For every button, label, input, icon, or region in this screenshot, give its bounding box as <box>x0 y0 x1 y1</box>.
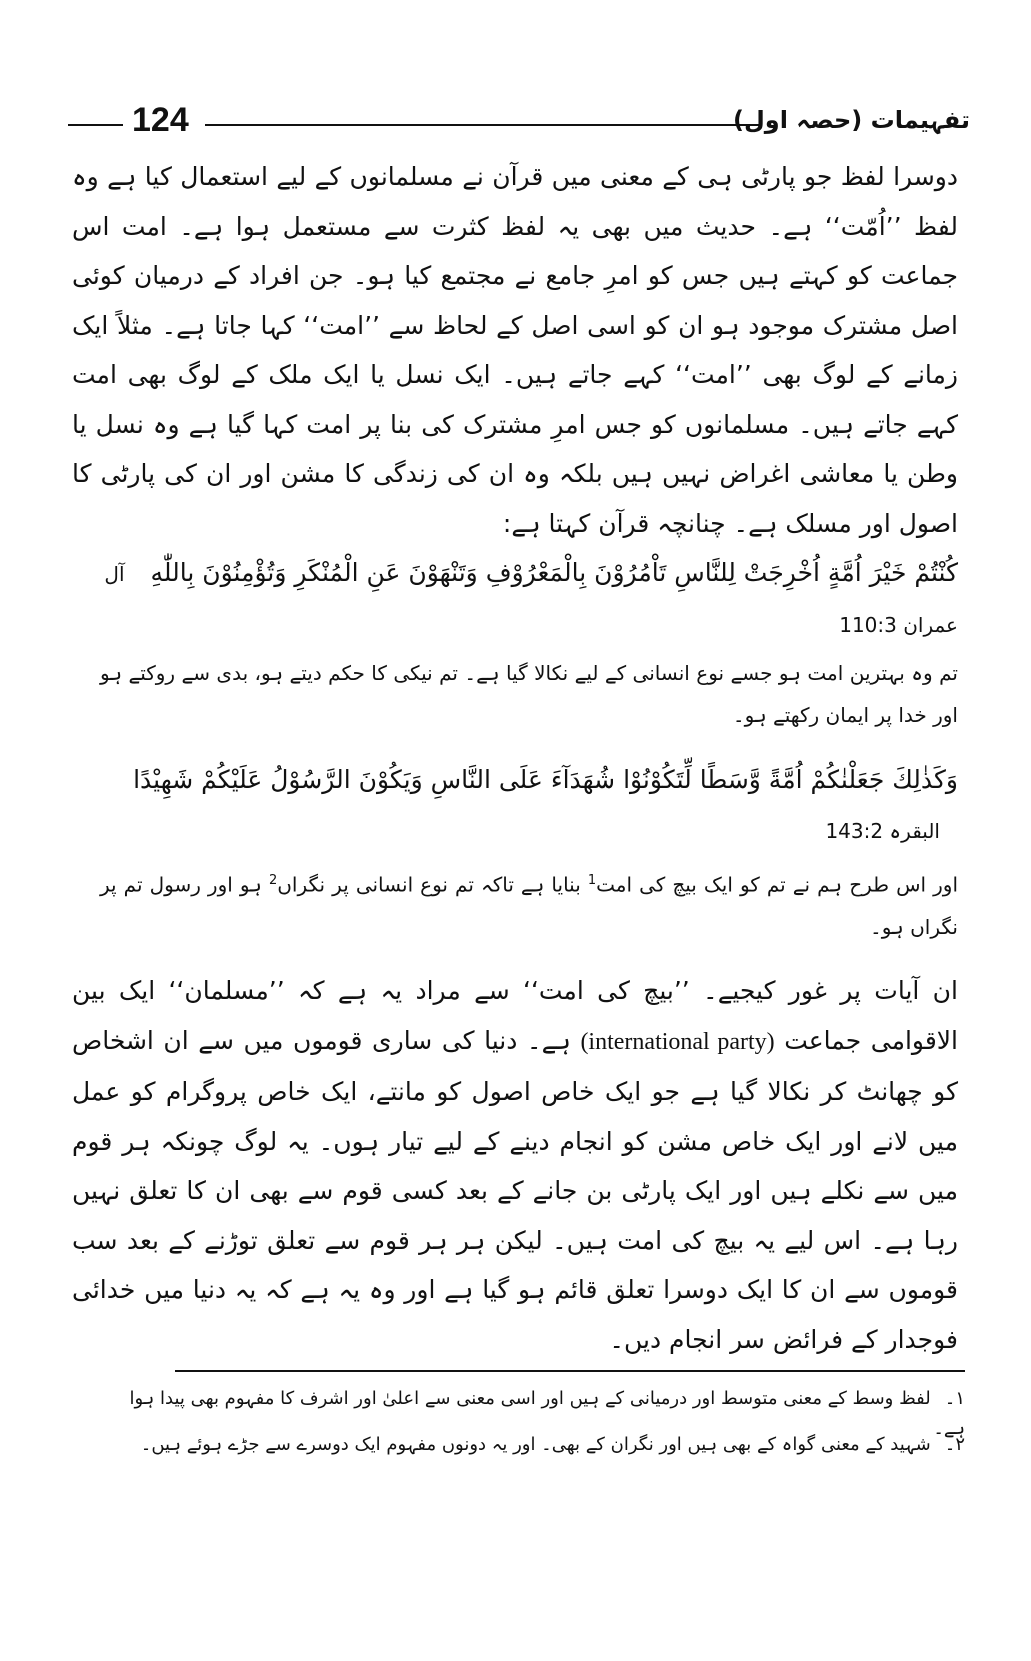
quran-verse-al-baqarah <box>100 755 958 856</box>
verse-reference: آل عمران 110:3 <box>104 562 958 637</box>
paragraph-text: ان آیات پر غور کیجیے۔ ’’بیچ کی امت‘‘ سے مراد یہ ہے کہ ’’مسلمان‘‘ ایک بین الاقوامی جماعت <box>72 976 958 1055</box>
footnote-mark: 1 <box>587 873 597 888</box>
verse-reference: البقرہ 143:2 <box>825 819 940 843</box>
verse-translation-al-baqarah <box>100 860 958 948</box>
footnote-divider <box>175 1370 965 1372</box>
running-title: تفہیمات (حصہ اول) <box>733 106 970 134</box>
paragraph-middle-ummah <box>72 966 958 1364</box>
verse-arabic-text: كُنْتُمْ خَيْرَ اُمَّةٍ اُخْرِجَتْ لِلنَّاسِ تَاْمُرُوْنَ بِالْمَعْرُوْفِ وَتَنْهَوْنَ عَنِ الْمُنْكَرِ وَتُؤْمِنُوْنَ بِاللّٰهِ <box>150 558 958 587</box>
quran-verse-al-imran <box>100 548 958 650</box>
english-term: (international party) <box>580 1028 775 1055</box>
footnote-text: شہید کے معنی گواہ کے بھی ہیں اور نگران کے بھی۔ اور یہ دونوں مفہوم ایک دوسرے سے جڑے ہوئے ہیں۔ <box>140 1434 931 1455</box>
translation-text: بنایا ہے تاکہ تم نوع انسانی پر نگراں <box>277 872 581 897</box>
verse-arabic-text: وَكَذٰلِكَ جَعَلْنٰكُمْ اُمَّةً وَّسَطًا لِّتَكُوْنُوْا شُهَدَآءَ عَلَى النَّاسِ وَيَكُوْنَ الرَّسُوْلُ عَلَيْكُمْ شَهِيْدًا <box>133 765 958 794</box>
page-number: 124 <box>132 101 189 139</box>
header-rule <box>205 124 760 126</box>
footnote-number: ۲۔ <box>944 1434 965 1455</box>
page-header <box>60 100 970 140</box>
verse-translation-al-imran: تم وہ بہترین امت ہو جسے نوع انسانی کے لیے نکالا گیا ہے۔ تم نیکی کا حکم دیتے ہو، بدی سے روکتے ہو اور خدا پر ایمان رکھتے ہو۔ <box>100 661 958 727</box>
footnote-mark: 2 <box>268 873 278 888</box>
footnote-number: ۱۔ <box>944 1388 965 1409</box>
footnote-2 <box>110 1430 965 1460</box>
header-rule-left <box>68 124 123 126</box>
translation-text: ہو اور رسول تم پر نگراں ہو۔ <box>100 872 958 939</box>
translation-text: اور اس طرح ہم نے تم کو ایک بیچ کی امت <box>596 872 959 897</box>
footnote-text: لفظ وسط کے معنی متوسط اور درمیانی کے ہیں اور اسی معنی سے اعلیٰ اور اشرف کا مفہوم بھی پیدا ہوا ہے۔ <box>129 1388 965 1439</box>
paragraph-ummah-definition: دوسرا لفظ جو پارٹی ہی کے معنی میں قرآن نے مسلمانوں کے لیے استعمال کیا ہے وہ لفظ ’’اُمّت‘‘ ہے۔ حدیث میں بھی یہ لفظ کثرت سے مستعمل ہوا ہے۔ امت اس جماعت کو کہتے ہیں جس کو امرِ جامع نے مجتمع کیا ہو۔ جن افراد کے درمیان کوئی اصل مشترک موجود ہو ان کو اسی اصل کے لحاظ سے ’’امت‘‘ کہا جاتا ہے۔ مثلاً ایک زمانے کے لوگ بھی ’’امت‘‘ کہے جاتے ہیں۔ ایک نسل یا ایک ملک کے لوگ بھی امت کہے جاتے ہیں۔ مسلمانوں کو جس امرِ مشترک کی بنا پر امت کہا گیا ہے وہ نسل یا وطن یا معاشی اغراض نہیں ہیں بلکہ وہ ان کی زندگی کا مشن اور ان کی پارٹی کا اصول اور مسلک ہے۔ چنانچہ قرآن کہتا ہے: <box>72 162 958 538</box>
paragraph-text: ہے۔ دنیا کی ساری قوموں میں سے ان اشخاص کو چھانٹ کر نکالا گیا ہے جو ایک خاص اصول کو مانتے، ایک خاص پروگرام کو عمل میں لانے اور ایک خاص مشن کو انجام دینے کے لیے تیار ہوں۔ یہ لوگ چونکہ ہر قوم میں سے نکلے ہیں اور ایک پارٹی بن جانے کے بعد کسی قوم سے بھی ان کا تعلق نہیں رہا ہے۔ اس لیے یہ بیچ کی امت ہیں۔ لیکن ہر ہر قوم سے تعلق توڑنے کے بعد سب قوموں سے ان کا ایک دوسرا تعلق قائم ہو گیا ہے اور وہ یہ ہے کہ یہ دنیا میں خدائی فوجدار کے فرائض سر انجام دیں۔ <box>72 1025 958 1354</box>
